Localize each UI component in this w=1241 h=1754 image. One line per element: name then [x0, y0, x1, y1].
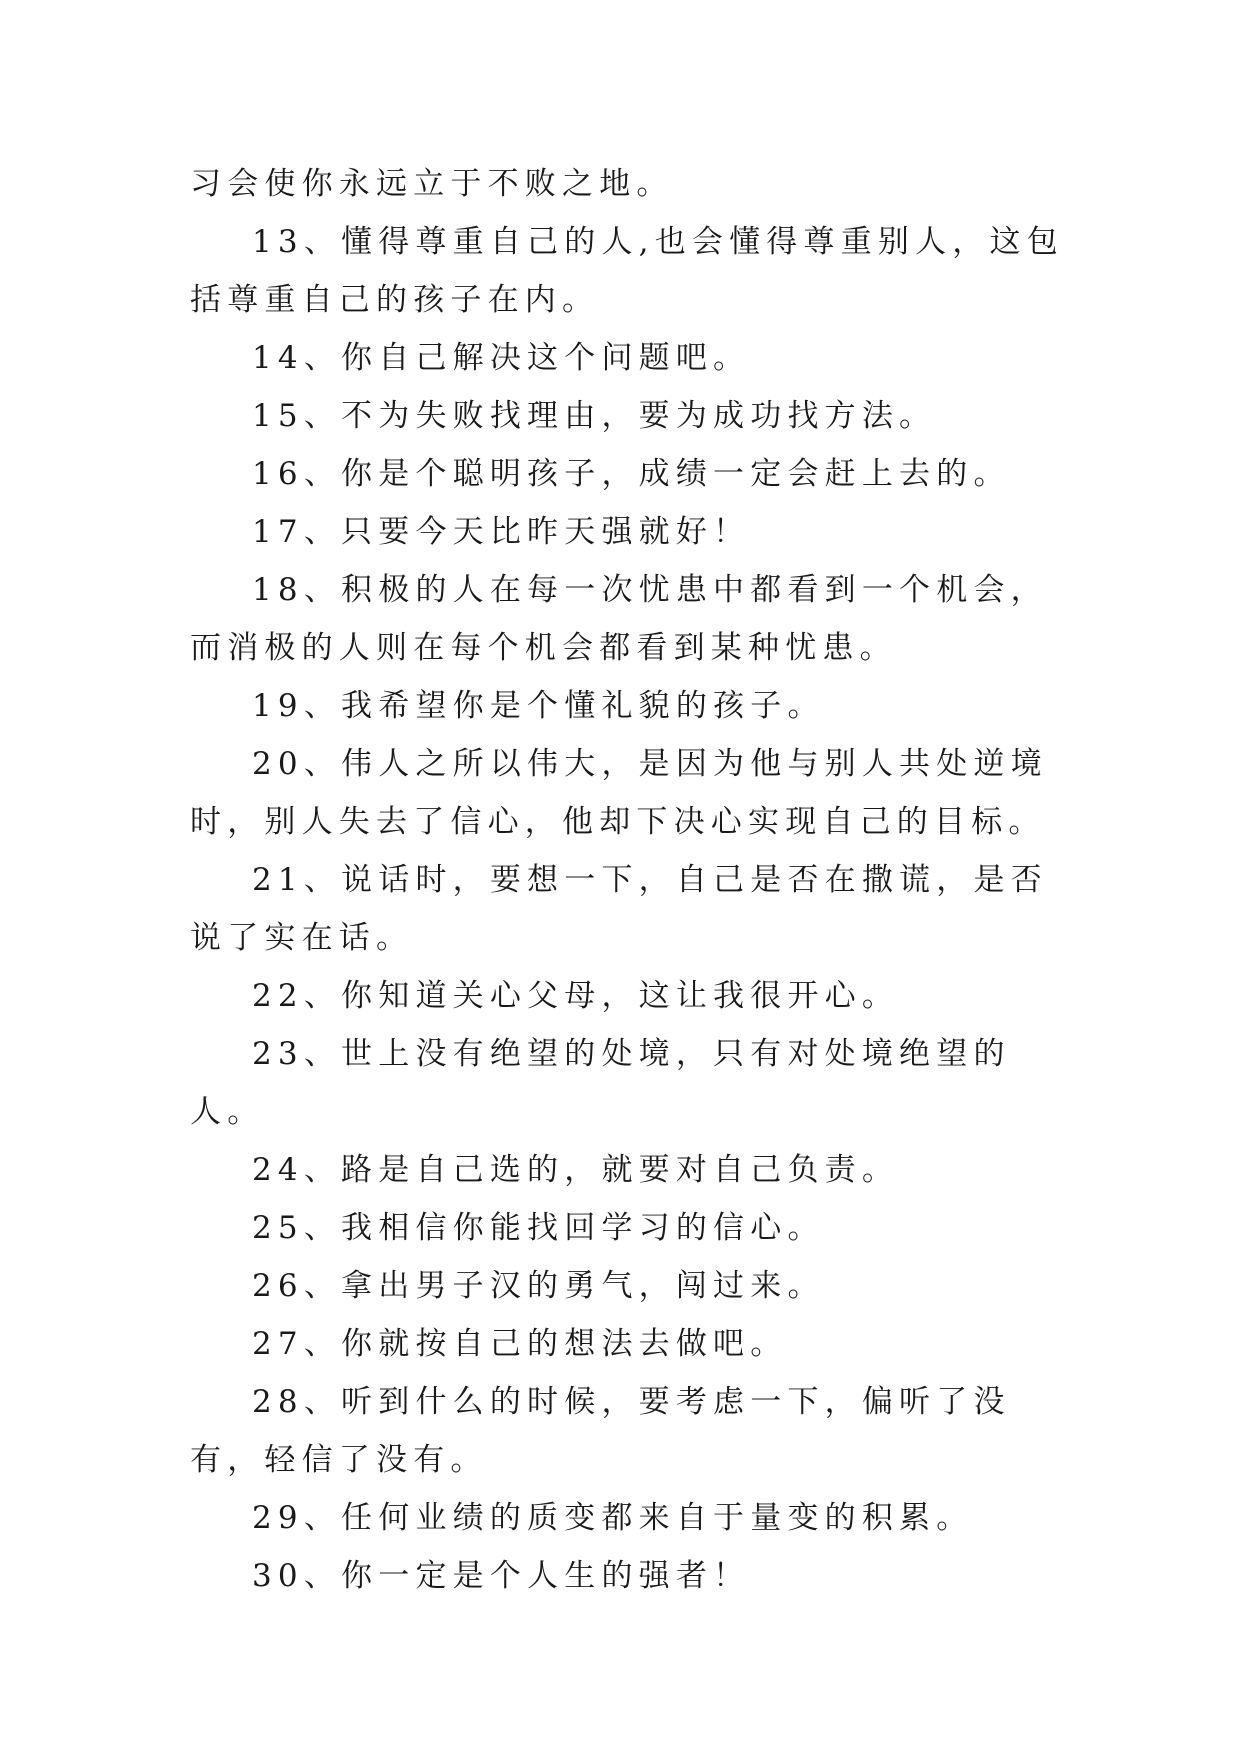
paragraph-item-19: 19、我希望你是个懂礼貌的孩子。 — [252, 688, 825, 724]
paragraph-item-29: 29、任何业绩的质变都来自于量变的积累。 — [252, 1500, 974, 1536]
paragraph-item-25: 25、我相信你能找回学习的信心。 — [252, 1210, 825, 1246]
paragraph-continuation: 习会使你永远立于不败之地。 — [190, 166, 674, 202]
paragraph-item-22: 22、你知道关心父母，这让我很开心。 — [252, 978, 900, 1014]
paragraph-item-30: 30、你一定是个人生的强者！ — [252, 1558, 751, 1594]
paragraph-item-14: 14、你自己解决这个问题吧。 — [252, 340, 751, 376]
paragraph-item-24: 24、路是自己选的，就要对自己负责。 — [252, 1152, 900, 1188]
paragraph-item-26: 26、拿出男子汉的勇气，闯过来。 — [252, 1268, 825, 1304]
document-body — [190, 155, 1070, 1605]
paragraph-item-21: 21、说话时，要想一下，自己是否在撒谎，是否说了实在话。 — [190, 862, 1048, 956]
paragraph-item-17: 17、只要今天比昨天强就好！ — [252, 514, 751, 550]
paragraph-item-15: 15、不为失败找理由，要为成功找方法。 — [252, 398, 937, 434]
paragraph-item-18: 18、积极的人在每一次忧患中都看到一个机会，而消极的人则在每个机会都看到某种忧患。 — [190, 572, 1048, 666]
paragraph-item-27: 27、你就按自己的想法去做吧。 — [252, 1326, 788, 1362]
paragraph-item-13: 13、懂得尊重自己的人,也会懂得尊重别人，这包括尊重自己的孩子在内。 — [190, 224, 1064, 318]
paragraph-item-16: 16、你是个聪明孩子，成绩一定会赶上去的。 — [252, 456, 1011, 492]
paragraph-item-23: 23、世上没有绝望的处境，只有对处境绝望的人。 — [190, 1036, 1011, 1130]
paragraph-item-28: 28、听到什么的时候，要考虑一下，偏听了没有，轻信了没有。 — [190, 1384, 1011, 1478]
paragraph-item-20: 20、伟人之所以伟大，是因为他与别人共处逆境时，别人失去了信心，他却下决心实现自己的目标。 — [190, 746, 1048, 840]
